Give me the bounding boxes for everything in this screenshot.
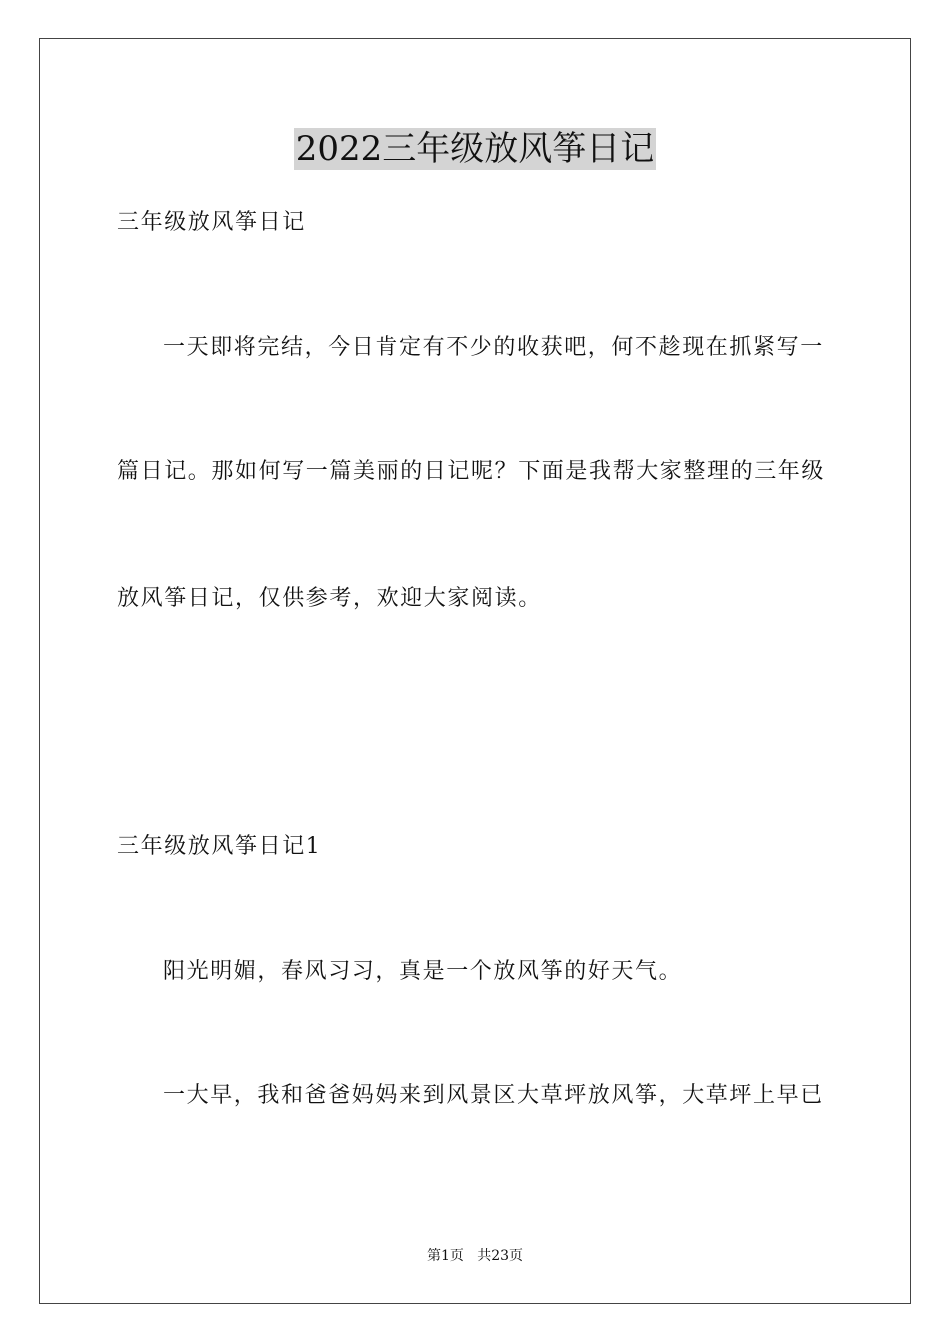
paragraph-line: 阳光明媚，春风习习，真是一个放风筝的好天气。 — [163, 959, 683, 984]
section-heading: 三年级放风筝日记1 — [117, 834, 322, 859]
paragraph-line: 篇日记。那如何写一篇美丽的日记呢？下面是我帮大家整理的三年级 — [117, 459, 826, 484]
paragraph-line: 一天即将完结，今日肯定有不少的收获吧，何不趁现在抓紧写一 — [163, 335, 824, 360]
page-number-footer: 第1页 共23页 — [426, 1248, 524, 1264]
paragraph-line: 放风筝日记，仅供参考，欢迎大家阅读。 — [117, 586, 542, 611]
section-heading: 三年级放风筝日记 — [117, 210, 306, 235]
document-title: 2022三年级放风筝日记 — [295, 129, 655, 169]
paragraph-line: 一大早，我和爸爸妈妈来到风景区大草坪放风筝，大草坪上早已 — [163, 1083, 824, 1108]
title-container — [0, 128, 950, 170]
